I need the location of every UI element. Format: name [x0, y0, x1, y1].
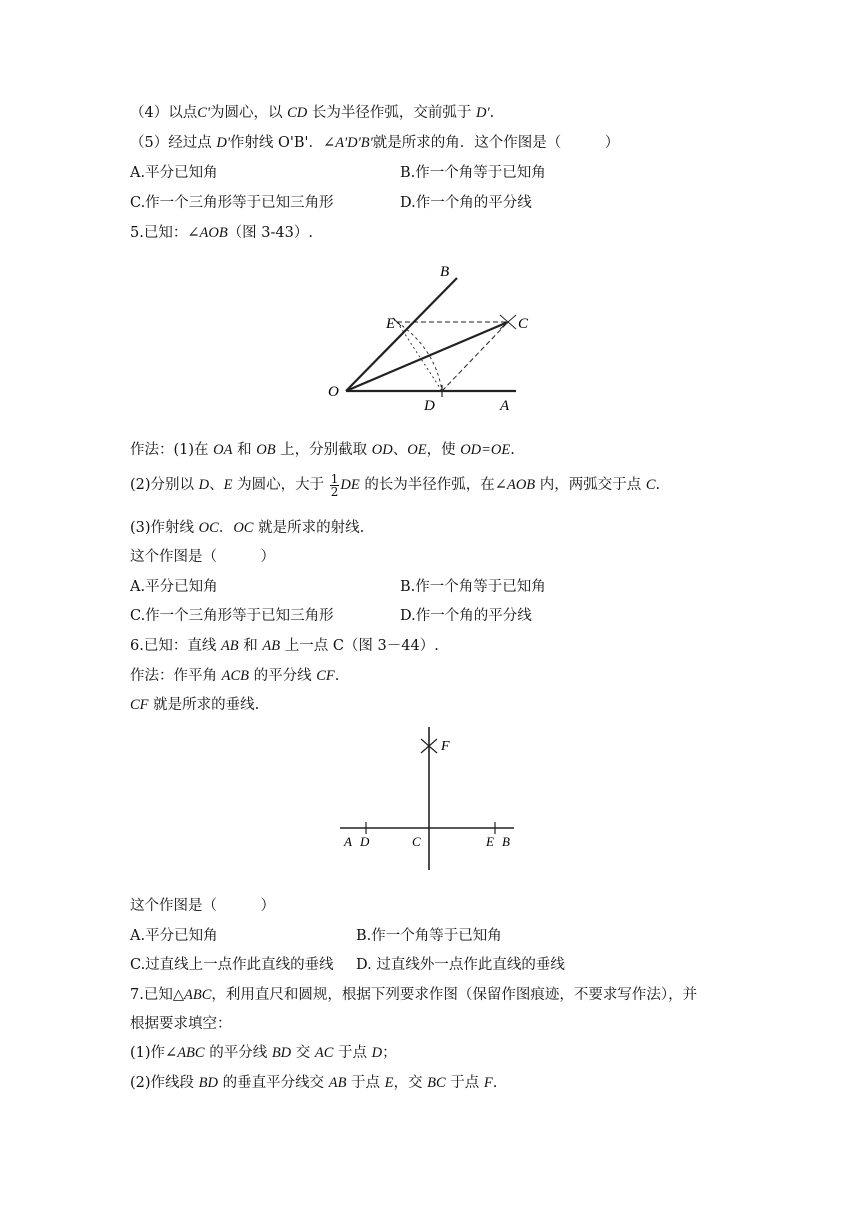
q5-option-c: C.作一个三角形等于已知三角形: [130, 608, 334, 624]
q6-ask: 这个作图是（ ）: [130, 898, 275, 914]
q5-option-d: D.作一个角的平分线: [400, 608, 532, 624]
q5-option-a: A.平分已知角: [130, 579, 218, 595]
label-c: C: [412, 834, 421, 849]
label-d: D: [360, 834, 370, 849]
q4-step4: （4）以点C'为圆心，以 CD 长为半径作弧，交前弧于 D'.: [130, 105, 495, 121]
q6-option-c: C.过直线上一点作此直线的垂线: [130, 957, 334, 973]
q5-figure-angle-bisector: [320, 258, 540, 418]
q4-option-c: C.作一个三角形等于已知三角形: [130, 195, 334, 211]
dashed-dc: [442, 322, 508, 391]
q5-method-step3: (3)作射线 OC．OC 就是所求的射线.: [130, 520, 365, 536]
q6-method-conclusion: CF 就是所求的垂线.: [130, 697, 260, 713]
q4-step5: （5）经过点 D'作射线 O'B'．∠A'D'B'就是所求的角．这个作图是（ ）: [130, 135, 620, 151]
q6-option-a: A.平分已知角: [130, 928, 218, 944]
label-b: B: [502, 834, 510, 849]
q6-figure-perpendicular: [330, 725, 530, 875]
q7-step2: (2)作线段 BD 的垂直平分线交 AB 于点 E，交 BC 于点 F.: [130, 1075, 498, 1091]
q5-question-head: 5.已知：∠AOB（图 3-43）.: [130, 225, 313, 241]
q4-option-a: A.平分已知角: [130, 165, 218, 181]
label-b: B: [440, 264, 450, 280]
q7-step1: (1)作∠ABC 的平分线 BD 交 AC 于点 D；: [130, 1045, 397, 1061]
fraction-one-half: $\frac{1}{2}$: [330, 471, 339, 499]
label-a: A: [500, 398, 510, 414]
q6-option-d: D. 过直线外一点作此直线的垂线: [356, 957, 565, 973]
label-a: A: [344, 834, 352, 849]
ray-oc: [346, 322, 508, 391]
q5-option-b: B.作一个角等于已知角: [400, 579, 546, 595]
label-d: D: [424, 398, 435, 414]
q5-method-step2: (2)分别以 D、E 为圆心，大于 $\frac{1}{2}$ DE 的长为半径作弧，在∠AOB 内，两弧交于点 C.: [130, 471, 661, 499]
q5-ask: 这个作图是（ ）: [130, 549, 275, 565]
q4-option-b: B.作一个角等于已知角: [400, 165, 546, 181]
label-o: O: [328, 384, 339, 400]
label-e: E: [386, 316, 396, 332]
ray-ob: [346, 278, 457, 391]
q6-method: 作法：作平角 ACB 的平分线 CF.: [130, 668, 340, 684]
q6-option-b: B.作一个角等于已知角: [356, 928, 502, 944]
q6-question-head: 6.已知：直线 AB 和 AB 上一点 C（图 3－44）.: [130, 638, 439, 654]
q7-question-head-cont: 根据要求填空：: [130, 1016, 232, 1032]
q5-method-step1: 作法：(1)在 OA 和 OB 上，分别截取 OD、OE，使 OD=OE.: [130, 442, 515, 458]
label-f: F: [441, 739, 450, 754]
label-e: E: [486, 834, 494, 849]
q4-option-d: D.作一个角的平分线: [400, 195, 532, 211]
q7-question-head: 7.已知△ABC，利用直尺和圆规，根据下列要求作图（保留作图痕迹，不要求写作法），并: [130, 987, 698, 1003]
label-c: C: [518, 316, 529, 332]
